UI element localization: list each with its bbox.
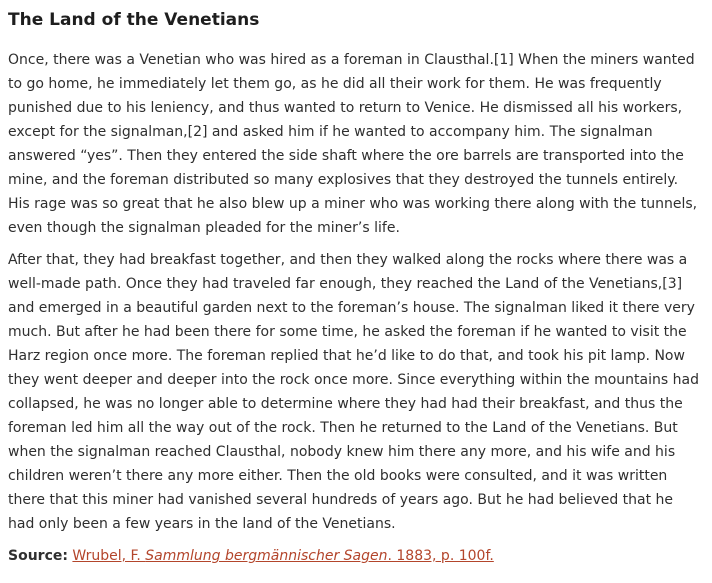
source-line xyxy=(8,544,702,568)
source-link[interactable] xyxy=(72,548,493,564)
paragraph-2: After that, they had breakfast together, and then they walked along the rocks where there was a well-made path. Once they had traveled far enough, they reached the Land of the Venetians,[3] and emerged in a beautiful garden next to the foreman’s house. The signalman liked it there very much. But after he had been there for some time, he asked the foreman if he wanted to visit the Harz region once more. The foreman replied that he’d like to do that, and took his pit lamp. Now they went deeper and deeper into the rock once more. Since everything within the mountains had collapsed, he was no longer able to determine where they had had their breakfast, and thus the foreman led him all the way out of the rock. Then he returned to the Land of the Venetians. But when the signalman reached Clausthal, nobody knew him there any more, and his wife and his children weren’t there any more either. Then the old books were consulted, and it was written there that this miner had vanished several hundreds of years ago. But he had believed that he had only been a few years in the land of the Venetians. xyxy=(8,252,699,532)
source-details: . 1883, p. 100f. xyxy=(387,548,494,564)
paragraph-1: Once, there was a Venetian who was hired as a foreman in Clausthal.[1] When the miners wanted to go home, he immediately let them go, as he did all their work for them. He was frequently punished due to his leniency, and thus wanted to return to Venice. He dismissed all his workers, except for the signalman,[2] and asked him if he wanted to accompany him. The signalman answered “yes”. Then they entered the side shaft where the ore barrels are transported into the mine, and the foreman distributed so many explosives that they destroyed the tunnels entirely. His rage was so great that he also blew up a miner who was working there along with the tunnels, even though the signalman pleaded for the miner’s life. xyxy=(8,52,698,236)
page-title: The Land of the Venetians xyxy=(8,10,260,30)
source-label: Source: xyxy=(8,548,68,564)
source-work-title: Sammlung bergmännischer Sagen xyxy=(145,548,388,564)
source-author: Wrubel, F. xyxy=(72,548,146,564)
